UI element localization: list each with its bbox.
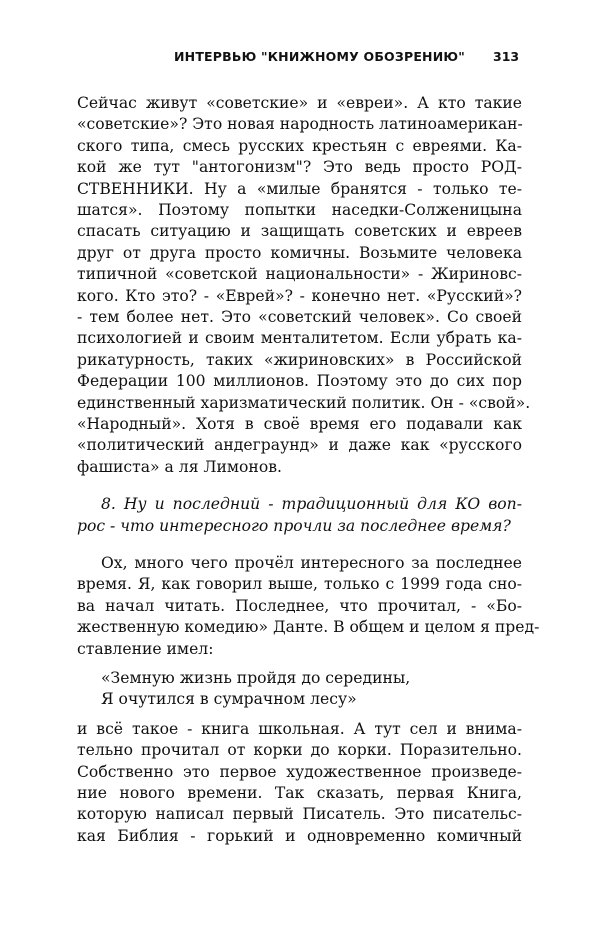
text-line: кого. Кто это? - «Еврей»? - конечно нет. «Русский»? <box>77 286 522 305</box>
page-number: 313 <box>493 49 520 64</box>
text-line: которую написал первый Писатель. Это писательс- <box>77 805 522 824</box>
question-line: 8. Ну и последний - традиционный для КО воп- <box>101 495 522 514</box>
text-line: жественную комедию» Данте. В общем и целом я пред- <box>77 618 540 637</box>
text-line: Федерации 100 миллионов. Поэтому это до сих пор <box>77 372 522 391</box>
text-line: тельно прочитал от корки до корки. Поразительно. <box>77 741 522 760</box>
text-line: шатся». Поэтому попытки наседки-Солженицына <box>77 201 522 219</box>
text-line: Собственно это первое художественное произведе- <box>77 762 522 781</box>
text-line: друг от друга просто комичны. Возьмите человека <box>77 243 522 262</box>
text-line: кая Библия - горький и одновременно комичный <box>77 826 522 845</box>
text-line: фашиста» а ля Лимонов. <box>77 457 282 476</box>
text-line: психологией и своим менталитетом. Если убрать ка- <box>77 329 522 348</box>
text-line: время. Я, как говорил выше, только с 1999 года сно- <box>77 575 522 594</box>
text-line: ставление имел: <box>77 639 214 658</box>
text-line: «советские»? Это новая народность латиноамерикан- <box>77 115 523 134</box>
quote-line: Я очутился в сумрачном лесу» <box>101 690 357 709</box>
text-line: Ох, много чего прочёл интересного за последнее <box>101 554 522 572</box>
question-line: рос - что интересного прочли за последнее время? <box>77 516 511 535</box>
text-line: «политический андеграунд» и даже как «русского <box>77 436 522 455</box>
text-line: ние нового времени. Так сказать, первая Книга, <box>77 784 522 802</box>
text-line: спасать ситуацию и защищать советских и евреев <box>77 222 522 241</box>
text-line: единственный харизматический политик. Он - «свой». <box>77 393 531 412</box>
running-header <box>0 49 600 73</box>
running-title: ИНТЕРВЬЮ "КНИЖНОМУ ОБОЗРЕНИЮ" <box>174 49 465 64</box>
text-line: Сейчас живут «советские» и «евреи». А кто такие <box>77 94 522 112</box>
text-line: - тем более нет. Это «советский человек». Со своей <box>77 308 522 326</box>
text-line: кой же тут "антогонизм"? Это ведь просто РОД- <box>77 158 522 177</box>
text-line: ского типа, смесь русских крестьян с евреями. Ка- <box>77 136 522 155</box>
text-line: «Народный». Хотя в своё время его подавали как <box>77 415 522 433</box>
text-line: рикатурность, таких «жириновских» в Российской <box>77 350 522 369</box>
quote-line: «Земную жизнь пройдя до середины, <box>101 669 411 687</box>
text-line: ва начал читать. Последнее, что прочитал, - «Бо- <box>77 596 522 615</box>
text-line: типичной «советской национальности» - Жириновс- <box>77 265 522 284</box>
text-line: и всё такое - книга школьная. А тут сел и внима- <box>77 719 522 738</box>
text-line: СТВЕННИКИ. Ну а «милые бранятся - только те- <box>77 179 522 198</box>
